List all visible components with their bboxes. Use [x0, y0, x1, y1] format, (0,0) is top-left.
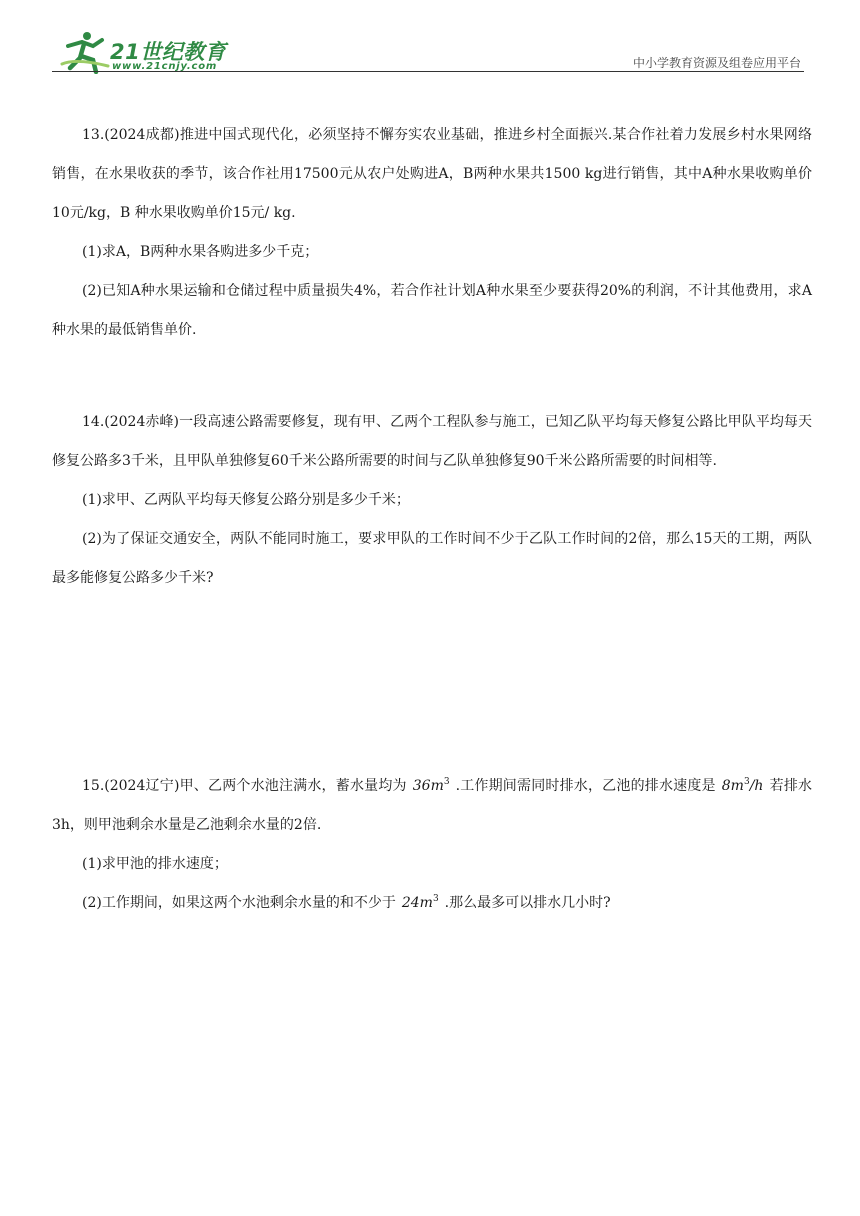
math-value: 8m: [721, 778, 744, 794]
problem-14: [52, 403, 812, 598]
problem-15-part-2-text-a: (2)工作期间，如果这两个水池剩余水量的和不少于: [82, 895, 396, 911]
problem-15-statement: [52, 767, 812, 845]
problem-13-statement: 13.(2024成都)推进中国式现代化，必须坚持不懈夯实农业基础，推进乡村全面振兴.某合作社着力发展乡村水果网络销售，在水果收获的季节，该合作社用17500元从农户处购进A，B两种水果共1500 kg进行销售，其中A种水果收购单价10元/kg，B 种水果收购单价15元/ kg.: [52, 127, 812, 221]
math-exponent: 3: [432, 894, 439, 904]
logo: [60, 30, 260, 74]
logo-text: 21世纪教育: [110, 40, 227, 64]
problem-13: [52, 116, 812, 350]
logo-url: www.21cnjy.com: [112, 61, 218, 72]
math-value: 36m: [412, 778, 444, 794]
problem-14-statement: 14.(2024赤峰)一段高速公路需要修复，现有甲、乙两个工程队参与施工，已知乙队平均每天修复公路比甲队平均每天修复公路多3千米，且甲队单独修复60千米公路所需要的时间与乙队单独修复90千米公路所需要的时间相等.: [52, 414, 812, 469]
header-divider: [52, 71, 804, 72]
problem-14-part-2: (2)为了保证交通安全，两队不能同时施工，要求甲队的工作时间不少于乙队工作时间的2倍，那么15天的工期，两队最多能修复公路多少千米?: [52, 531, 812, 586]
problem-15-part-2-text-b: .那么最多可以排水几小时?: [444, 895, 611, 911]
volume-24m3: [402, 895, 439, 911]
problem-15-part-1: (1)求甲池的排水速度；: [82, 856, 228, 872]
platform-name: 中小学教育资源及组卷应用平台: [632, 56, 801, 70]
volume-36m3: [413, 778, 450, 794]
problem-14-part-1: (1)求甲、乙两队平均每天修复公路分别是多少千米；: [82, 492, 410, 508]
problem-13-part-1: (1)求A，B两种水果各购进多少千克；: [82, 244, 319, 260]
problem-15-part-2: [52, 884, 812, 923]
math-unit: /h: [749, 778, 764, 794]
math-exponent: 3: [743, 777, 750, 787]
math-value: 24m: [401, 895, 433, 911]
page-header: [0, 0, 860, 80]
problem-15-text-b: .工作期间需同时排水，乙池的排水速度是: [455, 778, 716, 794]
problem-15: [52, 767, 812, 923]
problem-13-part-2: (2)已知A种水果运输和仓储过程中质量损失4%，若合作社计划A种水果至少要获得20%的利润，不计其他费用，求A种水果的最低销售单价.: [52, 283, 812, 338]
math-exponent: 3: [443, 777, 450, 787]
rate-8m3-per-h: [722, 778, 764, 794]
problem-15-text-a: 15.(2024辽宁)甲、乙两个水池注满水，蓄水量均为: [82, 778, 407, 794]
running-figure-icon: [60, 30, 112, 74]
problem-15-text-c: 若排水3h，则甲池剩余水量是乙池剩余水量的2倍.: [52, 778, 813, 833]
